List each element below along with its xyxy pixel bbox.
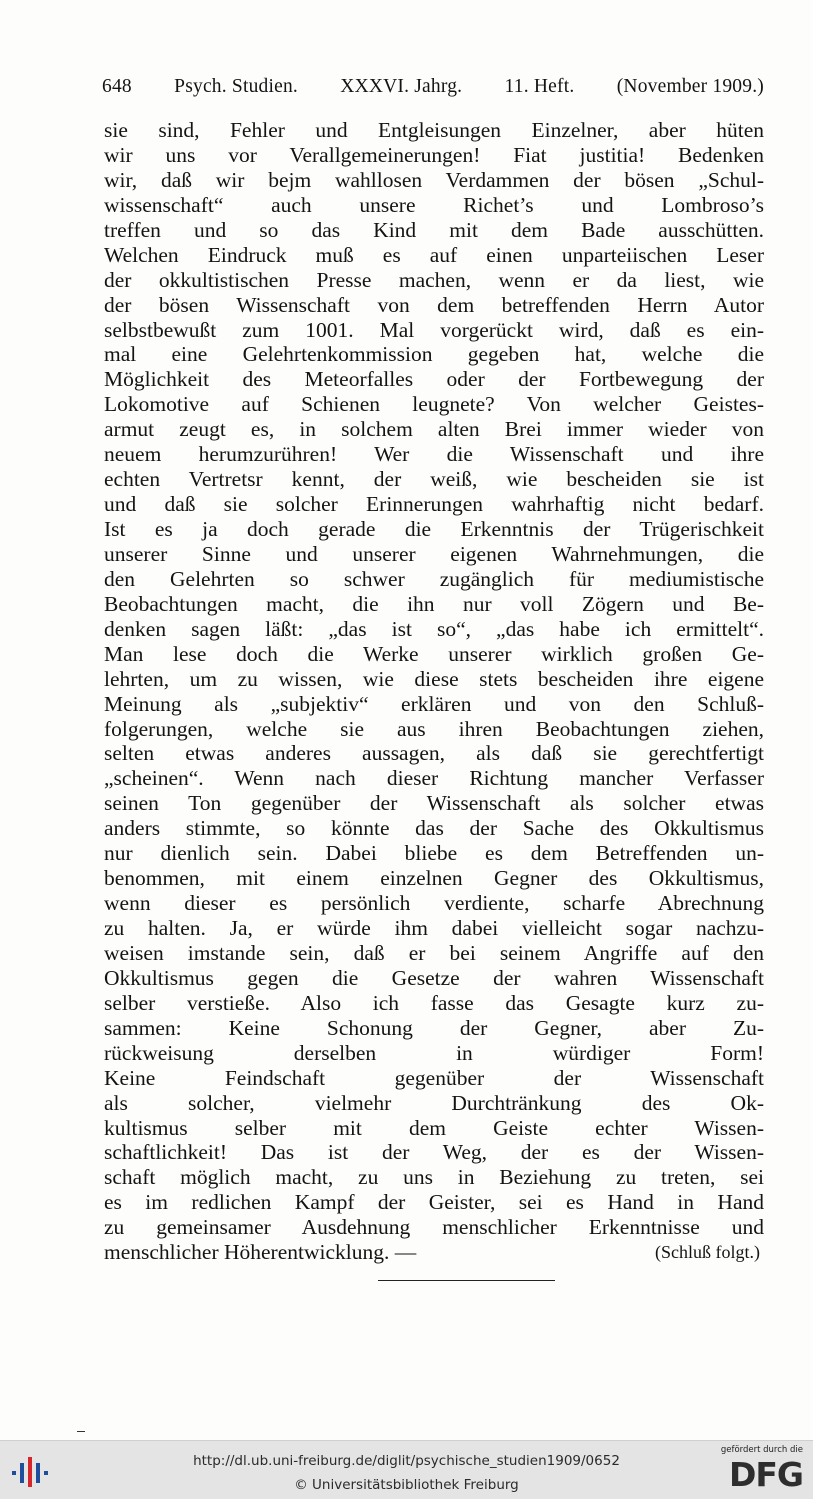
- copyright-notice: © Universitätsbibliothek Freiburg: [294, 1477, 519, 1493]
- source-url-link[interactable]: http://dl.ub.uni-freiburg.de/diglit/psychische_studien1909/0652: [193, 1453, 620, 1469]
- text-line: folgerungen, welche sie aus ihren Beobachtungen ziehen,: [104, 716, 764, 741]
- text-line: lehrten, um zu wissen, wie diese stets bescheiden ihre eigene: [104, 666, 764, 691]
- text-line: treffen und so das Kind mit dem Bade ausschütten.: [104, 217, 764, 242]
- text-line: Lokomotive auf Schienen leugnete? Von welcher Geistes-: [104, 392, 764, 417]
- margin-mark: [77, 1431, 85, 1432]
- text-line: der okkultistischen Presse machen, wenn er da liest, wie: [104, 267, 764, 292]
- page-number: 648: [102, 76, 132, 97]
- text-line: Welchen Eindruck muß es auf einen unparteiischen Leser: [104, 242, 764, 267]
- text-line: armut zeugt es, in solchem alten Brei immer wieder von: [104, 417, 764, 442]
- text-line: sie sind, Fehler und Entgleisungen Einzelner, aber hüten: [104, 118, 764, 142]
- text-line: wissenschaft“ auch unsere Richet’s und Lombroso’s: [104, 192, 764, 217]
- text-line: selbstbewußt zum 1001. Mal vorgerückt wird, daß es ein-: [104, 317, 764, 342]
- volume-label: XXXVI. Jahrg.: [340, 76, 463, 97]
- dfg-logo: [711, 1445, 803, 1495]
- text-line: Okkultismus gegen die Gesetze der wahren Wissenschaft: [104, 965, 764, 990]
- text-line: mal eine Gelehrtenkommission gegeben hat, welche die: [104, 342, 764, 367]
- text-line: Möglichkeit des Meteorfalles oder der Fortbewegung der: [104, 367, 764, 392]
- text-line: selten etwas anderes aussagen, als daß sie gerechtfertigt: [104, 741, 764, 766]
- running-header: [102, 76, 764, 104]
- text-line: Ist es ja doch gerade die Erkenntnis der Trügerischkeit: [104, 517, 764, 541]
- section-rule: [378, 1280, 555, 1281]
- article-body: [104, 118, 764, 1265]
- text-line: den Gelehrten so schwer zugänglich für mediumistische: [104, 566, 764, 591]
- text-line: unserer Sinne und unserer eigenen Wahrnehmungen, die: [104, 541, 764, 566]
- text-line: schaftlichkeit! Das ist der Weg, der es der Wissen-: [104, 1140, 764, 1165]
- text-line: zu gemeinsamer Ausdehnung menschlicher Erkenntnisse und: [104, 1215, 764, 1240]
- issue-date: (November 1909.): [616, 76, 764, 97]
- text-line: Beobachtungen macht, die ihn nur voll Zögern und Be-: [104, 591, 764, 616]
- text-line: wenn dieser es persönlich verdiente, scharfe Abrechnung: [104, 891, 764, 916]
- text-line: neuem herumzurühren! Wer die Wissenschaft und ihre: [104, 442, 764, 467]
- text-line: benommen, mit einem einzelnen Gegner des Okkultismus,: [104, 866, 764, 891]
- issue-label: 11. Heft.: [504, 76, 575, 97]
- text-line: „scheinen“. Wenn nach dieser Richtung mancher Verfasser: [104, 766, 764, 791]
- text-line: wir, daß wir bejm wahllosen Verdammen der bösen „Schul-: [104, 167, 764, 192]
- text-line: zu halten. Ja, er würde ihm dabei vielleicht sogar nachzu-: [104, 916, 764, 940]
- text-line: Man lese doch die Werke unserer wirklich großen Ge-: [104, 641, 764, 666]
- text-line: selber verstieße. Also ich fasse das Gesagte kurz zu-: [104, 990, 764, 1015]
- text-line: weisen imstande sein, daß er bei seinem Angriffe auf den: [104, 940, 764, 965]
- text-line: denken sagen läßt: „das ist so“, „das habe ich ermittelt“.: [104, 616, 764, 641]
- text-line: echten Vertretsr kennt, der weiß, wie bescheiden sie ist: [104, 467, 764, 492]
- final-line: [104, 1240, 764, 1265]
- dfg-caption: gefördert durch die: [720, 1445, 803, 1455]
- text-line: anders stimmte, so könnte das der Sache des Okkultismus: [104, 816, 764, 841]
- text-line: sammen: Keine Schonung der Gegner, aber Zu-: [104, 1015, 764, 1040]
- text-line: Meinung als „subjektiv“ erklären und von den Schluß-: [104, 691, 764, 716]
- text-line: seinen Ton gegenüber der Wissenschaft als solcher etwas: [104, 791, 764, 816]
- final-text: menschlicher Höherentwicklung. —: [104, 1240, 417, 1265]
- text-line: kultismus selber mit dem Geiste echter Wissen-: [104, 1115, 764, 1140]
- journal-title: Psych. Studien.: [174, 76, 298, 97]
- text-line: es im redlichen Kampf der Geister, sei es Hand in Hand: [104, 1190, 764, 1215]
- text-line: und daß sie solcher Erinnerungen wahrhaftig nicht bedarf.: [104, 492, 764, 517]
- text-line: Keine Feindschaft gegenüber der Wissenschaft: [104, 1065, 764, 1090]
- text-line: nur dienlich sein. Dabei bliebe es dem Betreffenden un-: [104, 841, 764, 866]
- text-line: rückweisung derselben in würdiger Form!: [104, 1040, 764, 1065]
- text-line: wir uns vor Verallgemeinerungen! Fiat justitia! Bedenken: [104, 142, 764, 167]
- text-line: schaft möglich macht, zu uns in Beziehung zu treten, sei: [104, 1165, 764, 1190]
- viewer-footer: [0, 1440, 813, 1499]
- dfg-mark: DFG: [728, 1455, 803, 1494]
- text-line: als solcher, vielmehr Durchtränkung des Ok-: [104, 1090, 764, 1115]
- text-line: der bösen Wissenschaft von dem betreffenden Herrn Autor: [104, 292, 764, 317]
- continuation-note: (Schluß folgt.): [655, 1242, 760, 1263]
